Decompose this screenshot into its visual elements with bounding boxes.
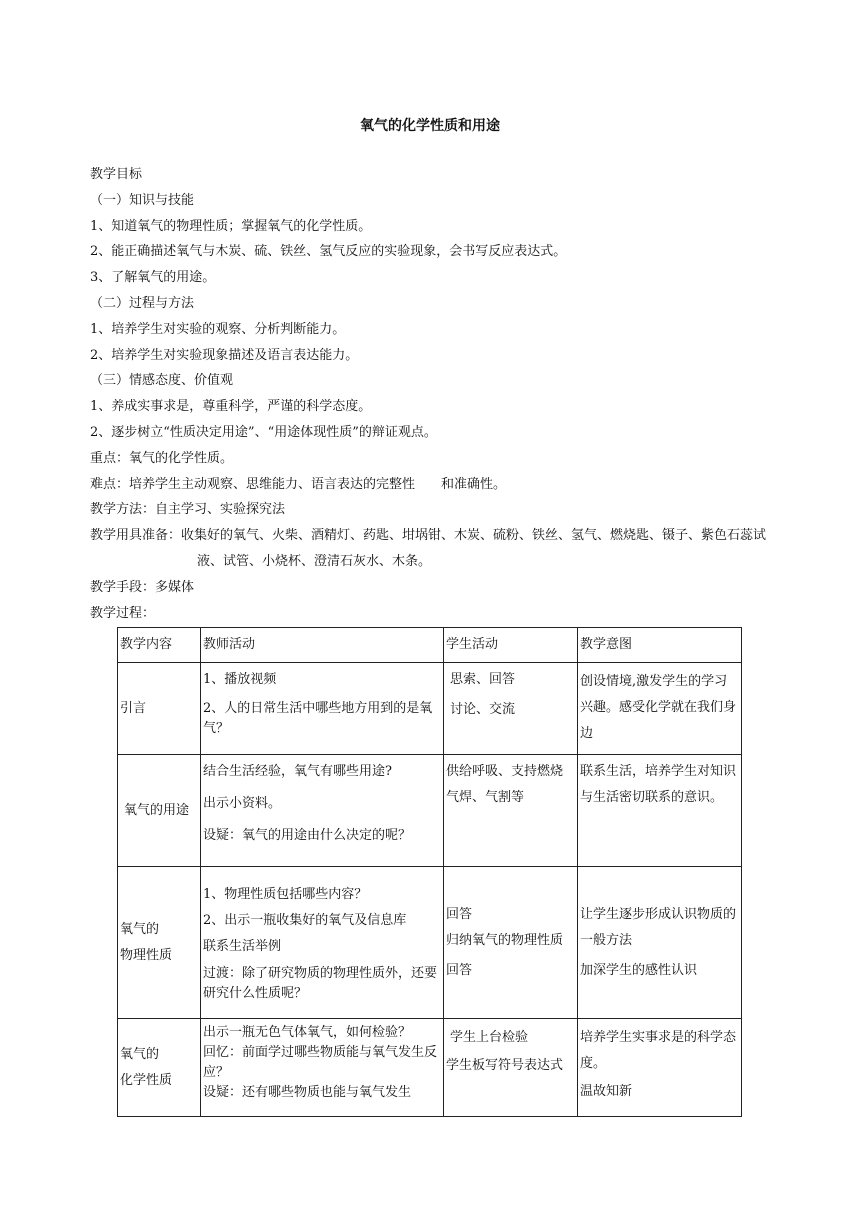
document-body [90,162,780,626]
teacher-cell [201,867,444,1019]
content-line: 氧气的 [120,921,160,937]
body-line: 2、能正确描述氧气与木炭、硫、铁丝、氢气反应的实验现象，会书写反应表达式。 [90,244,567,260]
header-cell: 教学意图 [578,628,742,663]
teacher-activity: 1、物理性质包括哪些内容？ [203,886,368,902]
intent-line: 培养学生实事求是的科学态度。 [580,1030,737,1071]
header-cell: 教学内容 [118,628,201,663]
intent-cell [578,1019,742,1117]
intent-cell: 联系生活，培养学生对知识与生活密切联系的意识。 [578,755,742,867]
intent-line: 加深学生的感性认识 [580,962,698,978]
intent-cell: 创设情境,激发学生的学习兴趣。感受化学就在我们身边 [578,663,742,755]
body-line: 2、逐步树立“性质决定用途”、“用途体现性质”的辩证观点。 [90,424,437,440]
teacher-cell [201,755,444,867]
header-cell: 教师活动 [201,628,444,663]
teacher-activity: 2、出示一瓶收集好的氧气及信息库 [203,912,407,928]
teacher-activity: 过渡：除了研究物质的物理性质外，还要研究什么性质呢？ [203,965,438,1001]
process-line: 教学过程： [90,605,156,621]
table-row [118,1019,742,1117]
difficulty-line [90,472,780,498]
teacher-cell [201,1019,444,1117]
student-activity: 讨论、交流 [450,702,516,717]
body-line: 1、培养学生对实验的观察、分析判断能力。 [90,321,346,337]
student-activity: 归纳氧气的物理性质 [446,932,564,948]
content-cell: 氧气的用途 [118,755,201,867]
subsection-heading: （一）知识与技能 [90,192,195,208]
student-activity: 学生板写符号表达式 [446,1058,564,1073]
student-activity: 回答 [446,906,473,922]
teacher-activity: 1、播放视频 [203,672,277,687]
student-activity: 思索、回答 [450,672,516,687]
document-title: 氧气的化学性质和用途 [360,118,500,134]
teacher-activity: 结合生活经验，氧气有哪些用途? [203,764,392,779]
table-header-row [118,628,742,663]
teacher-activity: 2、人的日常生活中哪些地方用到的是氧气？ [203,701,433,736]
student-cell: 供给呼吸、支持燃烧气焊、气割等 [444,755,578,867]
student-activity: 学生上台检验 [450,1030,529,1045]
teacher-activity: 设疑：还有哪些物质也能与氧气发生 [203,1085,412,1100]
body-line: 1、养成实事求是，尊重科学，严谨的科学态度。 [90,399,372,415]
subsection-heading: （三）情感态度、价值观 [90,373,234,389]
content-cell [118,1019,201,1117]
teacher-activity: 设疑：氧气的用途由什么决定的呢？ [203,828,412,843]
header-cell: 学生活动 [444,628,578,663]
content-cell [118,867,201,1019]
subsection-heading: （二）过程与方法 [90,295,195,311]
body-line: 1、知道氧气的物理性质；掌握氧气的化学性质。 [90,218,372,234]
student-cell [444,1019,578,1117]
difficulty-text: 难点：培养学生主动观察、思维能力、语言表达的完整性 [90,476,416,492]
content-line: 氧气的 [120,1046,160,1062]
section-heading: 教学目标 [90,167,143,182]
intent-line: 温故知新 [580,1084,633,1099]
body-line: 3、了解氧气的用途。 [90,270,216,286]
student-cell [444,663,578,755]
teacher-activity: 联系生活举例 [203,938,282,954]
intent-cell [578,867,742,1019]
table-row [118,755,742,867]
content-line: 物理性质 [120,947,173,963]
body-line: 2、培养学生对实验现象描述及语言表达能力。 [90,347,359,363]
method-line: 教学方法：自主学习、实验探究法 [90,502,286,518]
difficulty-text-end: 和准确性。 [441,476,507,492]
key-point-line: 重点：氧气的化学性质。 [90,450,234,466]
tools-line: 教学用具准备：收集好的氧气、火柴、酒精灯、药匙、坩埚钳、木炭、硫粉、铁丝、氢气、燃烧匙、镊子、紫色石蕊试液、试管、小烧杯、澄清石灰水、木条。 [90,528,767,569]
student-cell [444,867,578,1019]
teacher-activity: 出示一瓶无色气体氧气，如何检验？ [203,1025,412,1040]
means-line: 教学手段：多媒体 [90,579,195,595]
table-row [118,663,742,755]
table-row [118,867,742,1019]
teacher-activity: 出示小资料。 [203,796,282,811]
lesson-table [117,627,742,1117]
intent-line: 让学生逐步形成认识物质的一般方法 [580,906,737,948]
content-line: 化学性质 [120,1072,173,1088]
teacher-activity: 回忆：前面学过哪些物质能与氧气发生反应？ [203,1045,438,1080]
teacher-cell [201,663,444,755]
student-activity: 回答 [446,962,473,978]
content-cell: 引言 [118,663,201,755]
